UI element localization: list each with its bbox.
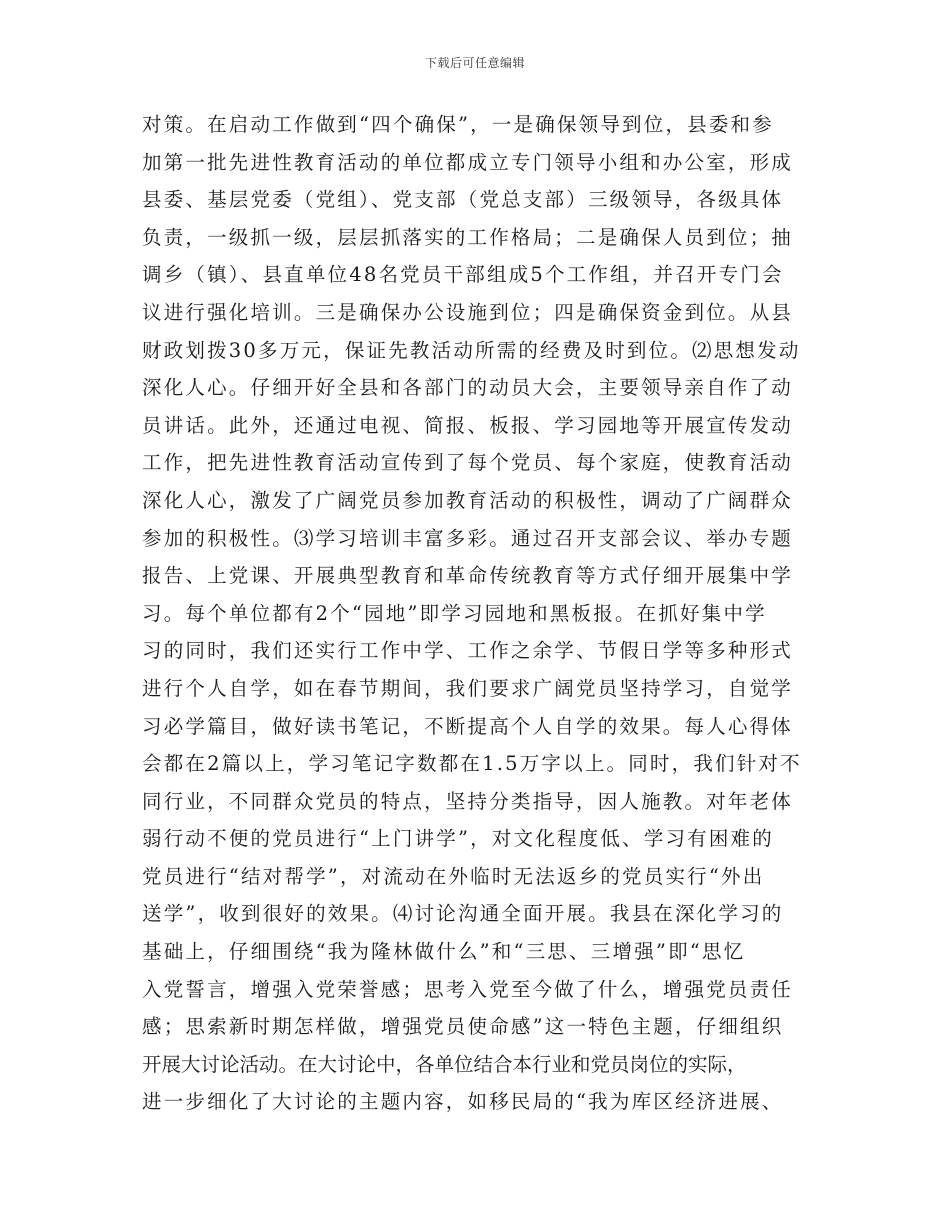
paragraph-line: 工作，把先进性教育活动宣传到了每个党员、每个家庭，使教育活动 [142, 451, 794, 475]
paragraph-line: 入党誓言，增强入党荣誉感；思考入党至今做了什么，增强党员责任 [142, 977, 794, 1001]
paragraph-line: 议进行强化培训。三是确保办公设施到位；四是确保资金到位。从县 [142, 300, 794, 324]
paragraph-line: 基础上，仔细围绕“我为隆林做什么”和“三思、三增强”即“思忆 [142, 940, 746, 964]
paragraph-line: 负责，一级抓一级，层层抓落实的工作格局；二是确保人员到位；抽 [142, 225, 794, 249]
paragraph-line: 深化人心。仔细开好全县和各部门的动员大会，主要领导亲自作了动 [142, 376, 794, 400]
paragraph-line: 习。每个单位都有2个“园地”即学习园地和黑板报。在抓好集中学 [142, 601, 767, 625]
paragraph-line: 调乡（镇）、县直单位48名党员干部组成5个工作组，并召开专门会 [142, 263, 784, 287]
paragraph-line: 习的同时，我们还实行工作中学、工作之余学、节假日学等多种形式 [142, 639, 794, 663]
document-body [142, 106, 812, 1121]
paragraph-line: 县委、基层党委（党组）、党支部（党总支部）三级领导，各级具体 [142, 188, 784, 212]
paragraph-line: 财政划拨30多万元，保证先教活动所需的经费及时到位。⑵思想发动 [142, 338, 801, 362]
paragraph-line: 开展大讨论活动。在大讨论中，各单位结合本行业和党员岗位的实际， [142, 1052, 747, 1076]
paragraph-line: 会都在2篇以上，学习笔记字数都在1.5万字以上。同时，我们针对不 [142, 752, 802, 776]
paragraph-line: 送学”，收到很好的效果。⑷讨论沟通全面开展。我县在深化学习的 [142, 902, 784, 926]
paragraph-line: 对策。在启动工作做到“四个确保”，一是确保领导到位，县委和参 [142, 113, 774, 136]
paragraph-line: 习必学篇目，做好读书笔记，不断提高个人自学的效果。每人心得体 [142, 714, 794, 738]
paragraph-line: 同行业，不同群众党员的特点，坚持分类指导，因人施教。对年老体 [142, 789, 794, 813]
paragraph-line: 弱行动不便的党员进行“上门讲学”，对文化程度低、学习有困难的 [142, 827, 774, 851]
page-header-note: 下载后可任意编辑 [424, 56, 525, 70]
paragraph-line: 进行个人自学，如在春节期间，我们要求广阔党员坚持学习，自觉学 [142, 676, 794, 700]
paragraph-line: 深化人心，激发了广阔党员参加教育活动的积极性，调动了广阔群众 [142, 488, 794, 512]
paragraph-line: 感；思索新时期怎样做，增强党员使命感”这一特色主题，仔细组织 [142, 1015, 784, 1039]
paragraph-line: 员讲话。此外，还通过电视、简报、板报、学习园地等开展宣传发动 [142, 413, 794, 437]
paragraph-line: 参加的积极性。⑶学习培训丰富多彩。通过召开支部会议、举办专题 [142, 526, 794, 550]
paragraph-line: 报告、上党课、开展典型教育和革命传统教育等方式仔细开展集中学 [142, 564, 794, 588]
paragraph-line: 进一步细化了大讨论的主题内容，如移民局的“我为库区经济进展、 [142, 1090, 784, 1114]
paragraph-line: 党员进行“结对帮学”，对流动在外临时无法返乡的党员实行“外出 [142, 864, 765, 888]
paragraph-line: 加第一批先进性教育活动的单位都成立专门领导小组和办公室，形成 [142, 150, 794, 174]
